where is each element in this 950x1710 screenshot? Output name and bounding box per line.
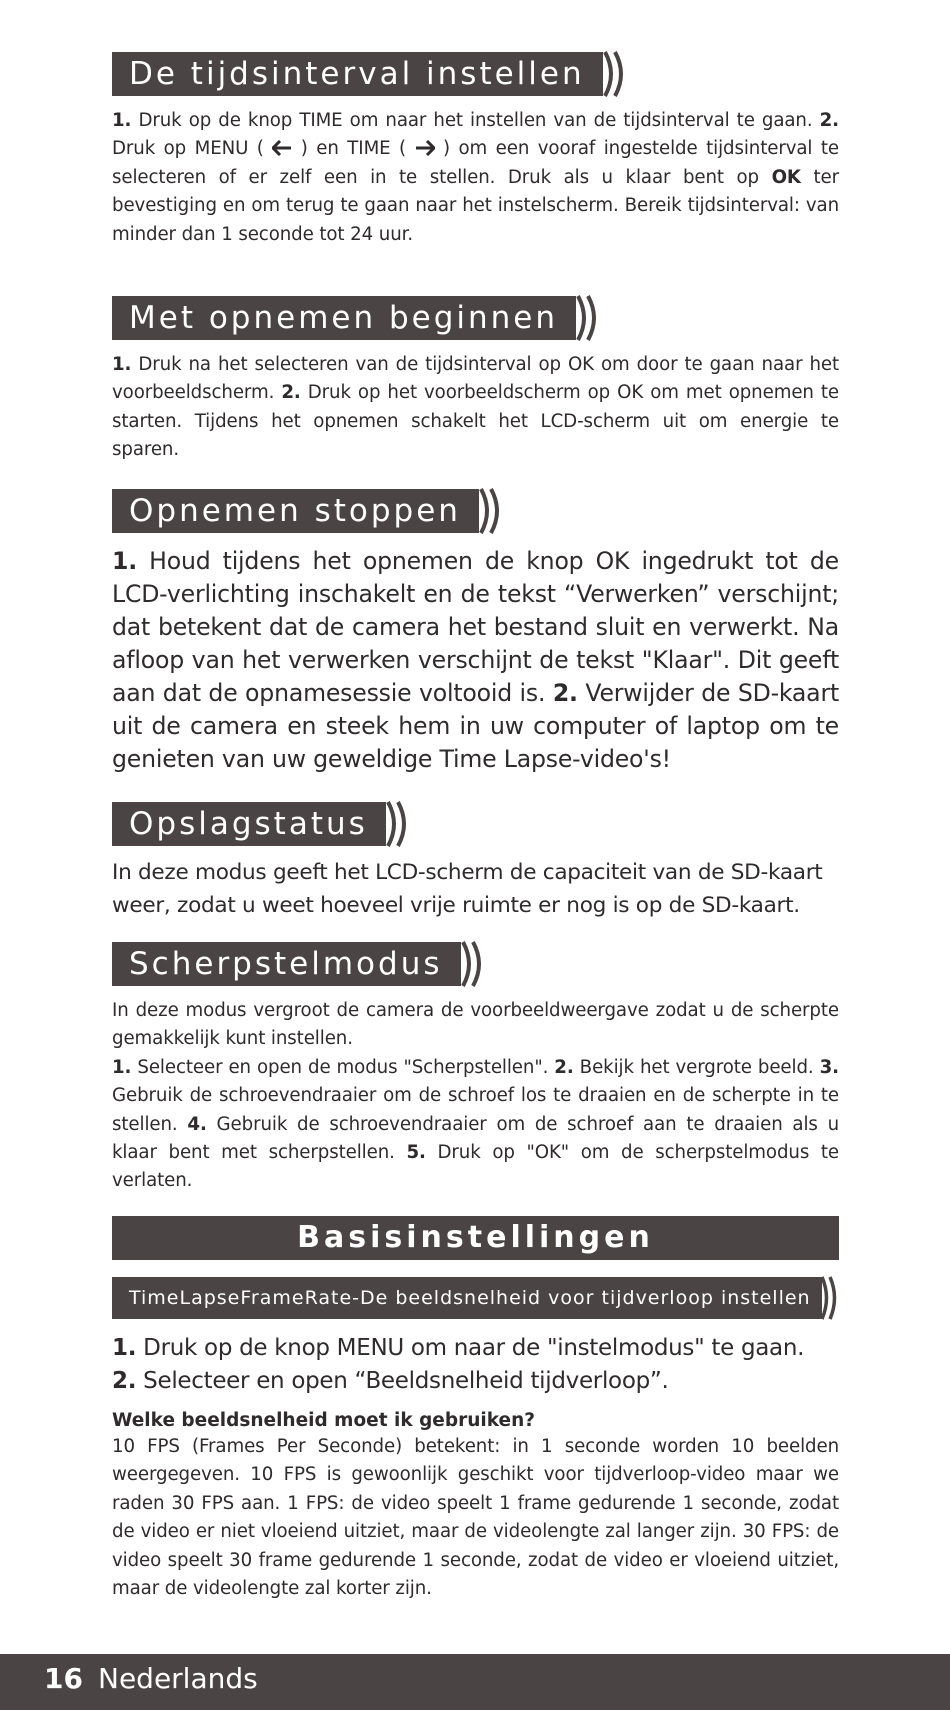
step-number: 2. <box>112 1368 137 1394</box>
section-title-bar <box>112 802 386 846</box>
text: ) om een vooraf ingestelde tijdsinterval te selecteren of er zelf een in te stellen. Druk als u klaar bent op <box>112 138 839 188</box>
page-footer <box>0 1654 950 1710</box>
step-number: 2. <box>281 382 301 404</box>
text: Bekijk het vergrote beeld. <box>573 1056 820 1078</box>
step-number: 2. <box>552 679 578 707</box>
section-basic-body <box>112 1332 839 1603</box>
step-number: 2. <box>819 110 839 131</box>
section-start <box>112 296 839 465</box>
text: ) en TIME ( <box>292 138 415 160</box>
step-number: 1. <box>112 547 137 575</box>
section-title-bar <box>112 489 479 533</box>
page-number: 16 <box>44 1662 83 1695</box>
section-title-bar <box>112 942 461 986</box>
answer-paragraph: 10 FPS (Frames Per Seconde) betekent: in 1 seconde worden 10 beelden weergegeven. 10 FPS is gewoonlijk geschikt voor tijdverloop-video maar we raden 30 FPS aan. 1 FPS: de video speelt 1 frame gedurende 1 seconde, zodat de video er niet vloeiend uitziet, maar de videolengte zal langer zijn. 30 FPS: de video speelt 30 frame gedurende 1 seconde, zodat de video er vloeiend uitziet, maar de videolengte zal korter zijn. <box>112 1436 839 1600</box>
paragraph <box>112 107 839 249</box>
step-number: 1. <box>112 1335 137 1361</box>
step <box>112 1365 839 1398</box>
text: Druk op de knop MENU om naar de "instelmodus" te gaan. <box>136 1335 805 1361</box>
text: Verwijder de SD-kaart uit de camera en steek hem in uw computer of laptop om te genieten van uw geweldige Time Lapse-video's! <box>112 679 839 773</box>
section-title-bar <box>112 296 576 340</box>
section-focus <box>112 942 839 1196</box>
double-arc-icon <box>576 294 602 342</box>
section-title: Opslagstatus <box>129 806 368 842</box>
paragraph <box>112 545 839 776</box>
sub-section-title: TimeLapseFrameRate-De beeldsnelheid voor tijdverloop instellen <box>129 1287 811 1309</box>
sub-section-bar <box>112 1277 822 1319</box>
arrow-left-icon <box>272 140 292 156</box>
section-title: Scherpstelmodus <box>129 946 443 982</box>
paragraph <box>112 997 839 1196</box>
text: Druk op "OK" om de scherpstelmodus te verlaten. <box>112 1142 839 1192</box>
section-title: Met opnemen beginnen <box>129 300 559 336</box>
text: Druk op MENU ( <box>112 138 273 160</box>
double-arc-icon <box>386 800 412 848</box>
section-interval <box>112 52 839 249</box>
paragraph <box>112 351 839 465</box>
steps <box>112 1332 839 1398</box>
text: Druk na het selecteren van de tijdsinterval op OK om door te gaan naar het voorbeeldscherm. <box>112 354 839 404</box>
double-arc-icon <box>820 1275 840 1321</box>
question-heading: Welke beeldsnelheid moet ik gebruiken? <box>112 1410 535 1431</box>
ok-label: OK <box>771 166 801 188</box>
section-title: Opnemen stoppen <box>129 493 461 529</box>
step-number: 3. <box>819 1056 839 1078</box>
step-number: 1. <box>112 1056 132 1078</box>
paragraph <box>112 856 839 922</box>
text: Selecteer en open “Beeldsnelheid tijdverloop”. <box>136 1368 669 1394</box>
section-storage <box>112 802 839 922</box>
text: Druk op de knop TIME om naar het instellen van de tijdsinterval te gaan. <box>131 110 820 131</box>
text: Houd tijdens het opnemen de knop OK ingedrukt tot de LCD-verlichting inschakelt en de tekst “Verwerken” verschijnt; dat betekent dat de camera het bestand sluit en verwerkt. Na afloop van het verwerken verschijnt de tekst "Klaar". Dit geeft aan dat de opnamesessie voltooid is. <box>112 547 839 707</box>
language-label: Nederlands <box>98 1662 258 1695</box>
text: Gebruik de schroevendraaier om de schroef aan te draaien als u klaar bent met scherpstellen. <box>112 1113 839 1164</box>
double-arc-icon <box>461 940 487 988</box>
basic-settings-bar <box>112 1216 839 1260</box>
text: Druk op het voorbeeldscherm op OK om met opnemen te starten. Tijdens het opnemen schakelt het LCD-scherm uit om energie te sparen. <box>112 382 839 461</box>
section-title-bar <box>112 52 603 96</box>
arrow-right-icon <box>415 140 435 156</box>
step-number: 4. <box>187 1113 207 1135</box>
section-title: Basisinstellingen <box>297 1220 654 1255</box>
double-arc-icon <box>603 50 629 98</box>
text: Gebruik de schroevendraaier om de schroef los te draaien en de scherpte in te stellen. <box>112 1085 839 1135</box>
double-arc-icon <box>479 487 505 535</box>
step-number: 2. <box>554 1056 574 1078</box>
text: ter bevestiging en om terug te gaan naar het instelscherm. Bereik tijdsinterval: van minder dan 1 seconde tot 24 uur. <box>112 166 839 245</box>
text: In deze modus geeft het LCD-scherm de capaciteit van de SD-kaart weer, zodat u weet hoeveel vrije ruimte er nog is op de SD-kaart. <box>112 860 823 918</box>
step <box>112 1332 839 1365</box>
text: Selecteer en open de modus "Scherpstellen". <box>131 1056 555 1078</box>
step-number: 5. <box>406 1142 426 1164</box>
text: In deze modus vergroot de camera de voorbeeldweergave zodat u de scherpte gemakkelijk kunt instellen. <box>112 1000 839 1050</box>
section-stop <box>112 489 839 776</box>
step-number: 1. <box>112 354 132 375</box>
step-number: 1. <box>112 110 132 131</box>
section-title: De tijdsinterval instellen <box>129 56 585 92</box>
